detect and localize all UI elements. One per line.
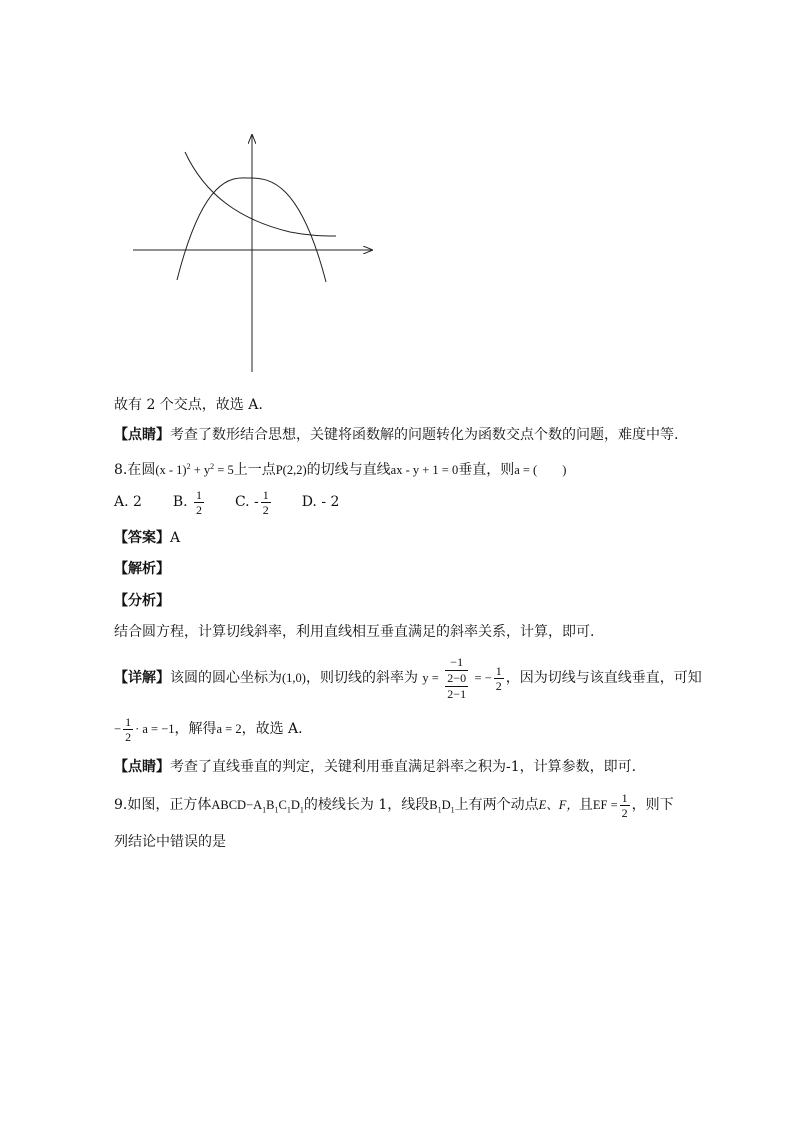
conclusion-line: 故有 2 个交点，故选 A.: [114, 397, 263, 413]
detail-line: [114, 650, 702, 706]
comment-text: 考查了数形结合思想，关键将函数解的问题转化为函数交点个数的问题，难度中等.: [170, 427, 679, 443]
ef-half: $\frac{1}{2}$: [621, 790, 628, 820]
cube-name: $ABCD-A_1B_1C_1D_1$: [211, 798, 304, 815]
point-p: P(2,2): [275, 463, 307, 478]
question-number: 9.: [114, 797, 128, 813]
a-value: a = 2: [216, 722, 242, 736]
detail-text: ，则切线的斜率为: [305, 670, 418, 686]
detail-tag: 【详解】: [114, 670, 170, 686]
analysis-label: 【解析】: [114, 561, 170, 577]
line-equation: ax - y + 1 = 0: [390, 463, 459, 478]
answer-tag: 【答案】: [114, 530, 170, 546]
q9-text: 上有两个动点: [454, 797, 539, 813]
q8-text: 垂直，则: [458, 462, 515, 479]
option-a: A. 2: [114, 494, 142, 510]
option-d: D. - 2: [301, 494, 340, 510]
slope-y: y =: [422, 671, 439, 685]
slope-eq: = −: [474, 671, 492, 685]
moving-points: E、F，: [538, 798, 579, 812]
fenxi-tag: [114, 591, 170, 611]
option-c-label: C. -: [234, 494, 259, 510]
answer-line: [114, 528, 180, 548]
comment-tag: 【点睛】: [114, 427, 170, 443]
slope-half: $\frac{1}{2}$: [495, 663, 502, 693]
center-coord: (1,0): [282, 671, 306, 685]
neg-sign: −: [114, 722, 122, 736]
question-9-cont: 列结论中错误的是: [114, 834, 226, 850]
options-row: [114, 483, 339, 521]
comment-1: [114, 425, 678, 445]
option-c-fraction: $\frac{1}{2}$: [262, 487, 269, 517]
answer-value: A: [170, 530, 181, 546]
q8-ask: a = ( ): [514, 463, 567, 478]
question-number: 8.: [114, 462, 128, 479]
q9-text: 且: [578, 797, 593, 813]
comment-text: 考查了直线垂直的判定，关键利用垂直满足斜率之积为-1，计算参数，即可.: [170, 759, 637, 775]
q8-text: 的切线与直线: [306, 462, 391, 479]
q8-text: 上一点: [233, 462, 276, 479]
q9-text: ，则下: [631, 797, 674, 813]
detail-text: ，故选 A.: [241, 721, 303, 737]
detail-text: 该圆的圆心坐标为: [170, 670, 282, 686]
q9-text: 如图，正方体: [127, 797, 212, 813]
question-9: [114, 786, 674, 830]
analysis-tag: [114, 559, 170, 579]
q9-text: 的棱线长为 1，线段: [303, 797, 430, 813]
detail-text: ，因为切线与该直线垂直，可知: [505, 670, 702, 686]
function-graph: [0, 0, 794, 400]
segment: $B_1D_1$: [429, 798, 455, 815]
product-eq: · a = −1: [135, 722, 175, 736]
circle-equation: $(x - 1)^2 + y^2 = 5$: [155, 462, 234, 478]
option-b-label: B.: [172, 494, 188, 510]
option-b-fraction: $\frac{1}{2}$: [196, 487, 203, 517]
slope-fraction: −1 2−0 2−1: [447, 654, 467, 701]
ef-eq: EF =: [592, 798, 618, 812]
fenxi-text: 结合圆方程，计算切线斜率，利用直线相互垂直满足的斜率关系，计算，即可.: [114, 624, 595, 640]
comment-tag: 【点睛】: [114, 759, 170, 775]
decreasing-curve: [185, 152, 336, 236]
detail-text: ，解得: [174, 721, 217, 737]
question-8: [114, 457, 566, 480]
comment-2: [114, 757, 636, 777]
detail-line-2: [114, 710, 303, 748]
detail-half: $\frac{1}{2}$: [125, 714, 132, 744]
fenxi-label: 【分析】: [114, 593, 170, 609]
q8-text: 在圆: [127, 462, 156, 479]
